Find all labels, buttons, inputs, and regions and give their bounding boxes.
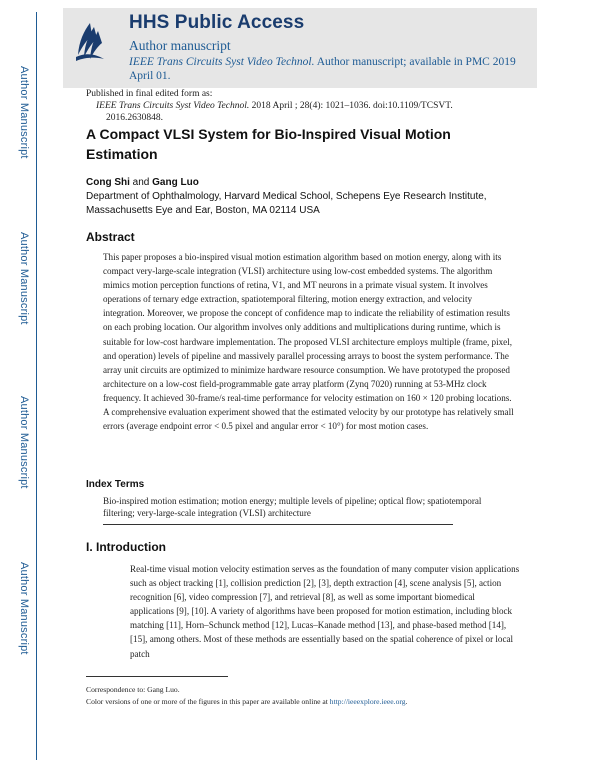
author-conjunction: and: [129, 177, 153, 188]
published-details: 2018 April ; 28(4): 1021–1036. doi:10.1109/TCSVT.: [249, 101, 453, 111]
published-in: [86, 88, 526, 124]
abstract-heading: Abstract: [86, 230, 135, 244]
color-note-text: Color versions of one or more of the figures in this paper are available online at: [86, 697, 330, 706]
index-terms-heading: Index Terms: [86, 479, 145, 490]
published-doi: 2016.2630848.: [106, 113, 163, 123]
footnotes: [86, 684, 526, 708]
hhs-eagle-icon: [70, 17, 110, 65]
ieee-link[interactable]: http://ieeexplore.ieee.org: [329, 697, 406, 706]
sidebar-label: Author Manuscript: [18, 66, 30, 159]
affiliation: Department of Ophthalmology, Harvard Medical School, Schepens Eye Research Institute, Massachusetts Eye and Ear, Boston, MA 02114 USA: [86, 191, 487, 216]
hhs-title: HHS Public Access: [129, 12, 305, 33]
author-name: Cong Shi: [86, 177, 130, 188]
intro-heading: I. Introduction: [86, 540, 166, 554]
manuscript-label: Author manuscript: [129, 38, 231, 53]
abstract-text: This paper proposes a bio-inspired visual motion estimation algorithm based on motion energy, along with its compact very-large-scale integration (VLSI) architecture using low-cost embedded systems. The algorithm mimics motion perception functions of retina, V1, and MT neurons in a primate visual system. It involves operations of ternary edge extraction, spatiotemporal filtering, motion energy extraction, and velocity integration. Moreover, we propose the concept of confidence map to indicate the reliability of estimation results on each probing location. Our algorithm involves only additions and multiplications during runtime, which is suitable for low-cost hardware implementation. The proposed VLSI architecture employs multiple (frame, pixel, and operation) levels of pipeline and massively parallel processing arrays to boost the system performance. The array unit circuits are optimized to minimize hardware resource consumption. We have prototyped the proposed architecture on a low-cost field-programmable gate array platform (Zynq 7020) running at 53-MHz clock frequency. It achieved 30-frame/s real-time performance for velocity estimation on 160 × 120 probing locations. A comprehensive evaluation experiment showed that the estimated velocity by our prototype has relatively small errors (average endpoint error < 0.5 pixel and angular error < 10°) for most motion cases.: [103, 252, 514, 432]
intro-text: Real-time visual motion velocity estimation serves as the foundation of many computer vision applications such as object tracking [1], collision prediction [2], [3], depth extraction [4], scene analysis [5], action recognition [6], video compression [7], and retrieval [8], as well as some important biomedical applications [9], [10]. A variety of algorithms have been proposed for motion estimation, including block matching [11], Horn–Schunck method [12], Lucas–Kanade method [13], and phase-based method [14], [15], among others. Most of these methods are essentially based on the spatial coherence of pixel or local patch: [130, 564, 520, 659]
sidebar-label: Author Manuscript: [18, 562, 30, 655]
author-name: Gang Luo: [152, 177, 199, 188]
color-note-end: .: [405, 697, 408, 706]
citation-journal: IEEE Trans Circuits Syst Video Technol.: [129, 56, 315, 68]
footnote-rule: [86, 676, 228, 677]
color-note: [86, 696, 526, 708]
published-in-label: Published in final edited form as:: [86, 89, 213, 99]
paper-title: A Compact VLSI System for Bio-Inspired Visual Motion Estimation: [86, 126, 451, 162]
section-divider: [103, 524, 453, 525]
sidebar-label: Author Manuscript: [18, 396, 30, 489]
correspondence-note: Correspondence to: Gang Luo.: [86, 685, 180, 694]
index-terms-text: Bio-inspired motion estimation; motion energy; multiple levels of pipeline; optical flow; spatiotemporal filtering; very-large-scale integration (VLSI) architecture: [103, 496, 482, 518]
published-in-citation: [86, 100, 526, 112]
author-list: [86, 177, 199, 188]
pmc-citation: [129, 55, 529, 83]
sidebar-label: Author Manuscript: [18, 232, 30, 325]
sidebar-rule: [36, 12, 37, 760]
published-journal: IEEE Trans Circuits Syst Video Technol.: [96, 101, 250, 111]
citation-availability: Author manuscript; available in PMC 2019 April 01.: [129, 56, 516, 82]
